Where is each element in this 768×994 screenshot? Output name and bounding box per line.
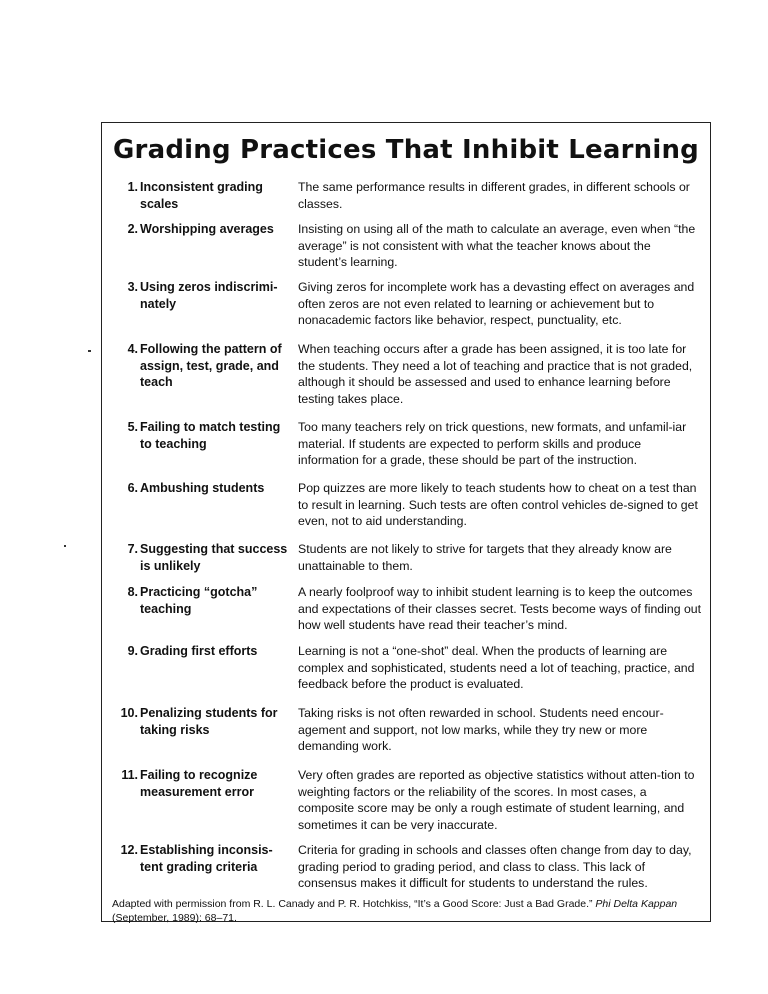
item-number: 11.: [121, 768, 138, 782]
item-term: Ambushing students: [140, 481, 265, 495]
item-number: 9.: [127, 644, 138, 658]
credit-tail: (September, 1989): 68–71.: [112, 911, 237, 924]
item-term: Using zeros indiscrimi-nately: [140, 280, 278, 311]
scan-speck: [64, 545, 66, 547]
item-number: 6.: [127, 481, 138, 495]
item-number: 4.: [127, 342, 138, 356]
item-term: Inconsistent grading scales: [140, 180, 263, 211]
item-number: 2.: [127, 222, 138, 236]
item-description: Giving zeros for incomplete work has a devasting effect on averages and often zeros are not even related to learning or achievement but to nonacademic factors like behavior, respect, punctuality, etc.: [298, 280, 695, 327]
item-description: Insisting on using all of the math to calculate an average, even when “the average” is not consistent with what the teacher knows about the student’s learning.: [298, 222, 696, 269]
item-description: Learning is not a “one-shot” deal. When the products of learning are complex and sophisticated, students need a lot of teaching, practice, and feedback before the product is evaluated.: [298, 644, 695, 691]
item-term: Failing to match testing to teaching: [140, 420, 281, 451]
item-term: Worshipping averages: [140, 222, 274, 236]
item-term: Following the pattern of assign, test, grade, and teach: [140, 342, 282, 389]
item-description: Students are not likely to strive for targets that they already know are unattainable to them.: [298, 542, 672, 573]
item-description: Very often grades are reported as objective statistics without atten-tion to weighting factors or the reliability of the scores. In most cases, a composite score may be only a rough estimate of student learning, and sometimes it can be very inaccurate.: [298, 768, 695, 832]
item-number: 1.: [127, 180, 138, 194]
scan-speck: [88, 350, 91, 352]
item-number: 12.: [120, 843, 138, 857]
item-description: When teaching occurs after a grade has been assigned, it is too late for the students. They need a lot of teaching and practice that is not graded, although it should be assessed and used to enhance learning before testing takes place.: [298, 342, 693, 406]
item-description: A nearly foolproof way to inhibit student learning is to keep the outcomes and expectations of their classes secret. Tests become ways of finding out how well students have read their teacher’s mind.: [298, 585, 702, 632]
item-term: Penalizing students for taking risks: [140, 706, 278, 737]
item-term: Establishing inconsis-tent grading criteria: [140, 843, 273, 874]
credit-text: Adapted with permission from R. L. Canady and P. R. Hotchkiss, “It’s a Good Score: Just a Bad Grade.”: [112, 898, 596, 910]
item-number: 8.: [127, 585, 138, 599]
item-term: Failing to recognize measurement error: [140, 768, 258, 799]
item-term: Suggesting that success is unlikely: [140, 542, 288, 573]
journal-name: Phi Delta Kappan: [595, 898, 678, 910]
item-number: 7.: [127, 542, 138, 556]
item-number: 3.: [127, 280, 138, 294]
source-credit: [112, 898, 700, 925]
item-term: Practicing “gotcha” teaching: [140, 585, 258, 616]
item-number: 5.: [127, 420, 138, 434]
item-description: Pop quizzes are more likely to teach students how to cheat on a test than to result in learning. Such tests are often control vehicles de-signed to get even, not to aid understanding.: [298, 481, 698, 528]
page-title: Grading Practices That Inhibit Learning: [113, 135, 699, 165]
item-term: Grading first efforts: [140, 644, 258, 658]
item-description: Criteria for grading in schools and classes often change from day to day, grading period to grading period, and class to class. This lack of consensus makes it difficult for students to understand the rules.: [298, 843, 692, 890]
item-number: 10.: [120, 706, 138, 720]
item-description: Taking risks is not often rewarded in school. Students need encour-agement and support, not low marks, while they try new or more demanding work.: [298, 706, 664, 753]
item-description: The same performance results in different grades, in different schools or classes.: [298, 180, 690, 211]
document-frame: [101, 122, 711, 922]
item-description: Too many teachers rely on trick questions, new formats, and unfamil-iar material. If students are expected to perform skills and produce information for a grade, these should be part of the instruction.: [298, 420, 687, 467]
